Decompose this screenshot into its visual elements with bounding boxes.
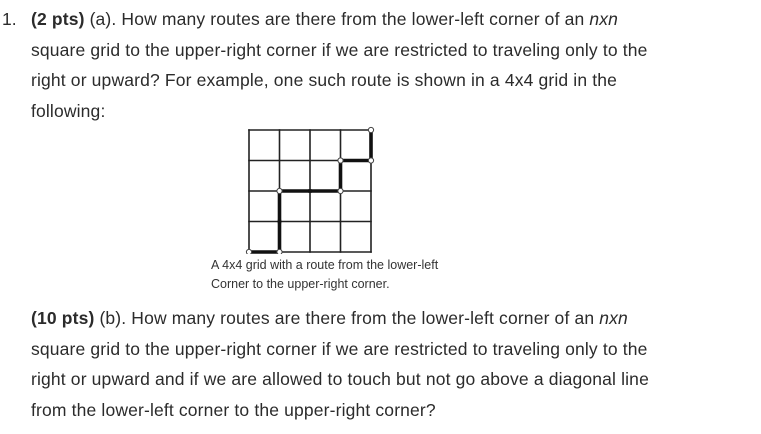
route-vertex [368, 127, 373, 132]
route-vertex [277, 188, 282, 193]
route-vertex [246, 249, 251, 254]
part-a-line-3: right or upward? For example, one such route is shown in a 4x4 grid in the [31, 70, 617, 90]
route-vertex [277, 249, 282, 254]
part-a-line-1-text: (a). How many routes are there from the lower-left corner of an [84, 9, 590, 29]
grid-figure [245, 126, 377, 254]
part-a-line-1 [31, 8, 731, 39]
route-vertex [368, 158, 373, 163]
figure-caption [211, 256, 438, 294]
part-b-line-1 [31, 307, 731, 338]
part-a-line-2: square grid to the upper-right corner if we are restricted to traveling only to the [31, 39, 648, 60]
part-a-points: (2 pts) [31, 9, 85, 29]
part-a-text [31, 8, 731, 130]
route-vertex [338, 158, 343, 163]
question-number: 1. [2, 9, 17, 29]
part-b-line-3: right or upward and if we are allowed to touch but not go above a diagonal line [31, 369, 649, 389]
caption-line-1: A 4x4 grid with a route from the lower-left [211, 258, 439, 272]
route-vertex [338, 188, 343, 193]
part-b-text [31, 307, 731, 429]
part-a-nxn: nxn [589, 9, 619, 29]
part-b-nxn: nxn [599, 308, 628, 328]
part-b-line-4: from the lower-left corner to the upper-right corner? [31, 399, 436, 420]
caption-line-2: Corner to the upper-right corner. [211, 277, 390, 291]
part-b-line-2: square grid to the upper-right corner if we are restricted to traveling only to the [31, 338, 648, 359]
grid-route-diagram [245, 126, 377, 254]
part-b-points: (10 pts) [31, 308, 95, 328]
part-b-line-1-text: (b). How many routes are there from the lower-left corner of an [94, 308, 600, 328]
part-a-line-4: following: [31, 100, 106, 121]
